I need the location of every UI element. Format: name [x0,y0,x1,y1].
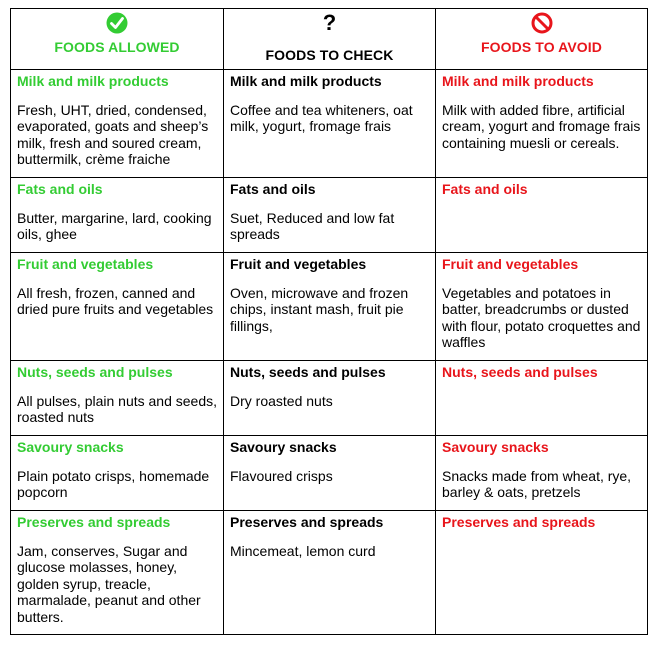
cell-allowed [11,253,224,361]
food-list: All pulses, plain nuts and seeds, roasted nuts [17,392,218,426]
food-list: Plain potato crisps, homemade popcorn [17,467,210,501]
food-list: Vegetables and potatoes in batter, breadcrumbs or dusted with flour, potato croquettes and waffles [442,284,641,351]
cell-check [224,436,436,511]
cell-allowed [11,361,224,436]
food-list: Dry roasted nuts [230,392,333,409]
cell-avoid [436,511,648,635]
no-entry-icon [436,12,647,34]
category-heading: Fats and oils [442,181,528,197]
header-row [11,9,648,70]
food-list: Snacks made from wheat, rye, barley & oats, pretzels [442,467,632,501]
category-heading: Milk and milk products [442,73,594,89]
food-guide-table [10,8,648,635]
food-list: Flavoured crisps [230,467,333,484]
cell-avoid [436,253,648,361]
category-heading: Fruit and vegetables [17,256,154,272]
table-row [11,511,648,635]
category-heading: Milk and milk products [17,73,169,89]
food-list: Fresh, UHT, dried, condensed, evaporated, goats and sheep’s milk, fresh and soured cream, buttermilk, crème fraiche [17,101,209,168]
header-allowed [11,9,224,70]
food-list: Mincemeat, lemon curd [230,542,376,559]
header-avoid-label: FOODS TO AVOID [481,39,602,55]
category-heading: Fats and oils [17,181,103,197]
category-heading: Preserves and spreads [17,514,171,530]
cell-avoid [436,361,648,436]
cell-allowed [11,436,224,511]
category-heading: Savoury snacks [17,439,124,455]
category-heading: Milk and milk products [230,73,382,89]
category-heading: Nuts, seeds and pulses [230,364,386,380]
category-heading: Fruit and vegetables [442,256,579,272]
table-row [11,436,648,511]
food-list: Coffee and tea whiteners, oat milk, yogurt, fromage frais [230,101,413,135]
cell-avoid [436,436,648,511]
check-circle-icon [11,12,223,34]
food-list: Oven, microwave and frozen chips, instant mash, fruit pie fillings, [230,284,409,334]
cell-check [224,253,436,361]
cell-check [224,511,436,635]
question-mark-icon: ? [322,10,337,35]
cell-avoid [436,70,648,178]
table-row [11,253,648,361]
cell-allowed [11,70,224,178]
header-allowed-label: FOODS ALLOWED [54,39,180,55]
food-list: Butter, margarine, lard, cooking oils, ghee [17,209,212,243]
cell-avoid [436,178,648,253]
cell-allowed [11,511,224,635]
food-list: Jam, conserves, Sugar and glucose molasses, honey, golden syrup, treacle, marmalade, peanut and other butters. [17,542,201,625]
category-heading: Nuts, seeds and pulses [17,364,173,380]
header-check [224,9,436,70]
category-heading: Preserves and spreads [230,514,384,530]
cell-check [224,361,436,436]
category-heading: Nuts, seeds and pulses [442,364,598,380]
food-list: All fresh, frozen, canned and dried pure fruits and vegetables [17,284,214,318]
cell-check [224,178,436,253]
category-heading: Fruit and vegetables [230,256,367,272]
category-heading: Preserves and spreads [442,514,596,530]
header-check-label: FOODS TO CHECK [265,47,394,63]
category-heading: Fats and oils [230,181,316,197]
food-list: Suet, Reduced and low fat spreads [230,209,395,243]
category-heading: Savoury snacks [230,439,337,455]
category-heading: Savoury snacks [442,439,549,455]
cell-allowed [11,178,224,253]
table-row [11,361,648,436]
table-row [11,178,648,253]
table-row [11,70,648,178]
header-avoid [436,9,648,70]
cell-check [224,70,436,178]
food-list: Milk with added fibre, artificial cream, yogurt and fromage frais containing muesli or cereals. [442,101,641,151]
